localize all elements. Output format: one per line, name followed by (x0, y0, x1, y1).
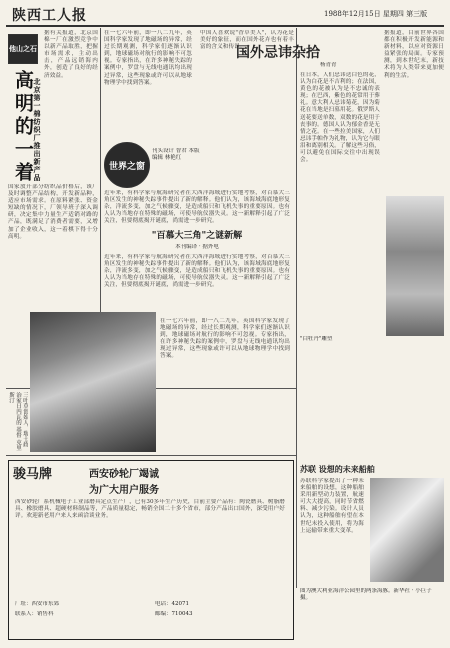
article-byline: 杨青青 (320, 62, 337, 68)
center-intro-text: 近年来，有科学家与航海研究者在大西洋海域进行实地考察，对百慕大三角区发生的神秘失踪事件提出了新的解释。他们认为，该海域海底地形复杂，洋流多变，加之气候骤变，是造成船只和飞机失事的重要原因。也有人认为当地存在特殊的磁场，可使导航仪器失灵。这一新解释引起了广泛关注，但要彻底揭开谜底，尚需进一步研究。 (104, 190, 290, 225)
center-top-text: 在一七六年前，即一八二九年，英国科学家发现了地磁场的异常，经过长期观测，科学家们逐渐认识到，地球磁场对航行的影响不可忽视。专家指出，在许多神秘失踪的案例中，罗盘与无线电通讯均出现过异常，这些现象或许可以从地球物理学中找到答案。 (104, 30, 192, 86)
article-subtitle: 北京第一棉纺织厂推出新产品 (33, 78, 42, 182)
right-body-text: 在日本，人们忌讳送白色的花，认为白花是不吉利的；在法国，黄色的花被认为是不忠诚的表现；在巴西，紫色的花常用于葬礼。意大利人忌讳菊花，因为菊花在当地是扫墓用花。俄罗斯人送花要送单数，双数的花是用于丧事的。德国人认为郁金香是无情之花。在一些拉美国家，人们忌讳手帕作为礼物，认为它与眼泪和离别相关。了解这些习俗，可以避免在国际交往中出现误会。 (300, 72, 380, 164)
advertisement (8, 460, 294, 640)
ad-contact: 联系人：销售科 (15, 611, 54, 617)
sculpture-photo (386, 196, 444, 336)
masthead (6, 3, 444, 27)
ad-title-2: 为广大用户服务 (89, 485, 159, 495)
world-caption: 刊头设计 智君 本版编辑 林艳红 (152, 148, 200, 161)
right-intro-text: 中国人喜欢说"香草美人"，认为花是美好的象征，而在国外花卉也有着丰富的含义和传说。 (200, 30, 294, 51)
ad-postcode: 邮编：710043 (155, 611, 193, 617)
section-divider (6, 455, 296, 456)
photo-caption: "白牡丹"雕塑 (300, 336, 333, 342)
article-body-text: 近年来，有科学家与航海研究者在大西洋海域进行实地考察，对百慕大三角区发生的神秘失踪事件提出了新的解释。他们认为，该海域海底地形复杂，洋流多变，加之气候骤变，是造成船只和飞机失事的重要原因。也有人认为当地存在特殊的磁场，可使导航仪器失灵。这一新解释引起了广泛关注，但要彻底揭开谜底，尚需进一步研究。 (104, 254, 290, 289)
article-title: "百慕大三角"之谜新解 (151, 231, 243, 241)
portrait-caption: 三叶草创始人、瑞士政治家日内瓦的 基督 克里斯汀 (8, 392, 28, 451)
article-title: 国外忌讳杂拾 (236, 45, 320, 61)
world-window-logo: 世界之窗 (104, 142, 150, 188)
dolphin-photo (370, 478, 444, 582)
article-title: 苏联 设想的未来船舶 (300, 464, 375, 474)
factory-text: 苏联科学家提出了一种未来船舶的设想，这种船舶采用新型动力装置，航速可大大提高，同时节省燃料、减少污染。设计人员认为，这种船舶有望在本世纪末投入使用，将为海上运输带来重大变革。 (300, 478, 364, 534)
article-title: 高明的一着 (12, 70, 34, 185)
ad-brand: 骏马牌 (13, 467, 53, 481)
ad-phone: 电话：42071 (155, 601, 189, 607)
left-body-text: 国家放开部分纺织品价格后，该厂及时调整产品结构，开发新品种，适应市场需求。在原料紧张、资金短缺的情况下，厂领导班子深入调研，决定集中力量生产适销对路的产品，既满足了消费者需要，又增加了企业收入，这一着棋下得十分高明。 (8, 184, 98, 240)
column-divider (296, 28, 297, 588)
left-intro-text: 据有关报道，北京国棉一厂在激烈竞争中以新产品取胜，把握市场需求，主动出击，产品远销海内外，创造了良好的经济效益。 (44, 30, 98, 79)
newspaper-name: 陕西工人报 (12, 8, 87, 24)
ad-title: 西安砂轮厂竭诚 (89, 469, 159, 479)
column-logo: 他山之石 (8, 34, 38, 64)
ad-address: 厂址：西安市东郊 (15, 601, 60, 607)
ad-body: 西安砂轮厂系机械电子工业部磨具定点生产厂，已有30多年生产历史，目前主要产品有：陶瓷磨具、树脂磨具、橡胶磨具、超硬材料制品等，产品质量稳定，畅销全国二十多个省市，部分产品出口国外，深受用户好评。欢迎新老用户来人来函洽谈业务。 (15, 499, 285, 520)
date-line: 1988年12月15日 星期四 第三版 (324, 10, 428, 18)
portrait-photo (30, 312, 156, 452)
article-byline: 本刊编译 · 据外电 (175, 244, 219, 250)
right-column-text: 据报道，目前世界各国都在积极开发新能源和新材料，以应对资源日益紧张的局面。专家预测，到本世纪末，新技术将为人类带来更加便利的生活。 (384, 30, 444, 79)
center-lower-text: 在一七六年前，即一八二九年，英国科学家发现了地磁场的异常，经过长期观测，科学家们逐渐认识到，地球磁场对航行的影响不可忽视。专家指出，在许多神秘失踪的案例中，罗盘与无线电通讯均出现过异常，这些现象或许可以从地球物理学中找到答案。 (160, 318, 290, 360)
dolphin-caption: 图为澳大利亚海洋公园里的两条海豚。新华社 · 小巨子 摄。 (300, 588, 432, 601)
